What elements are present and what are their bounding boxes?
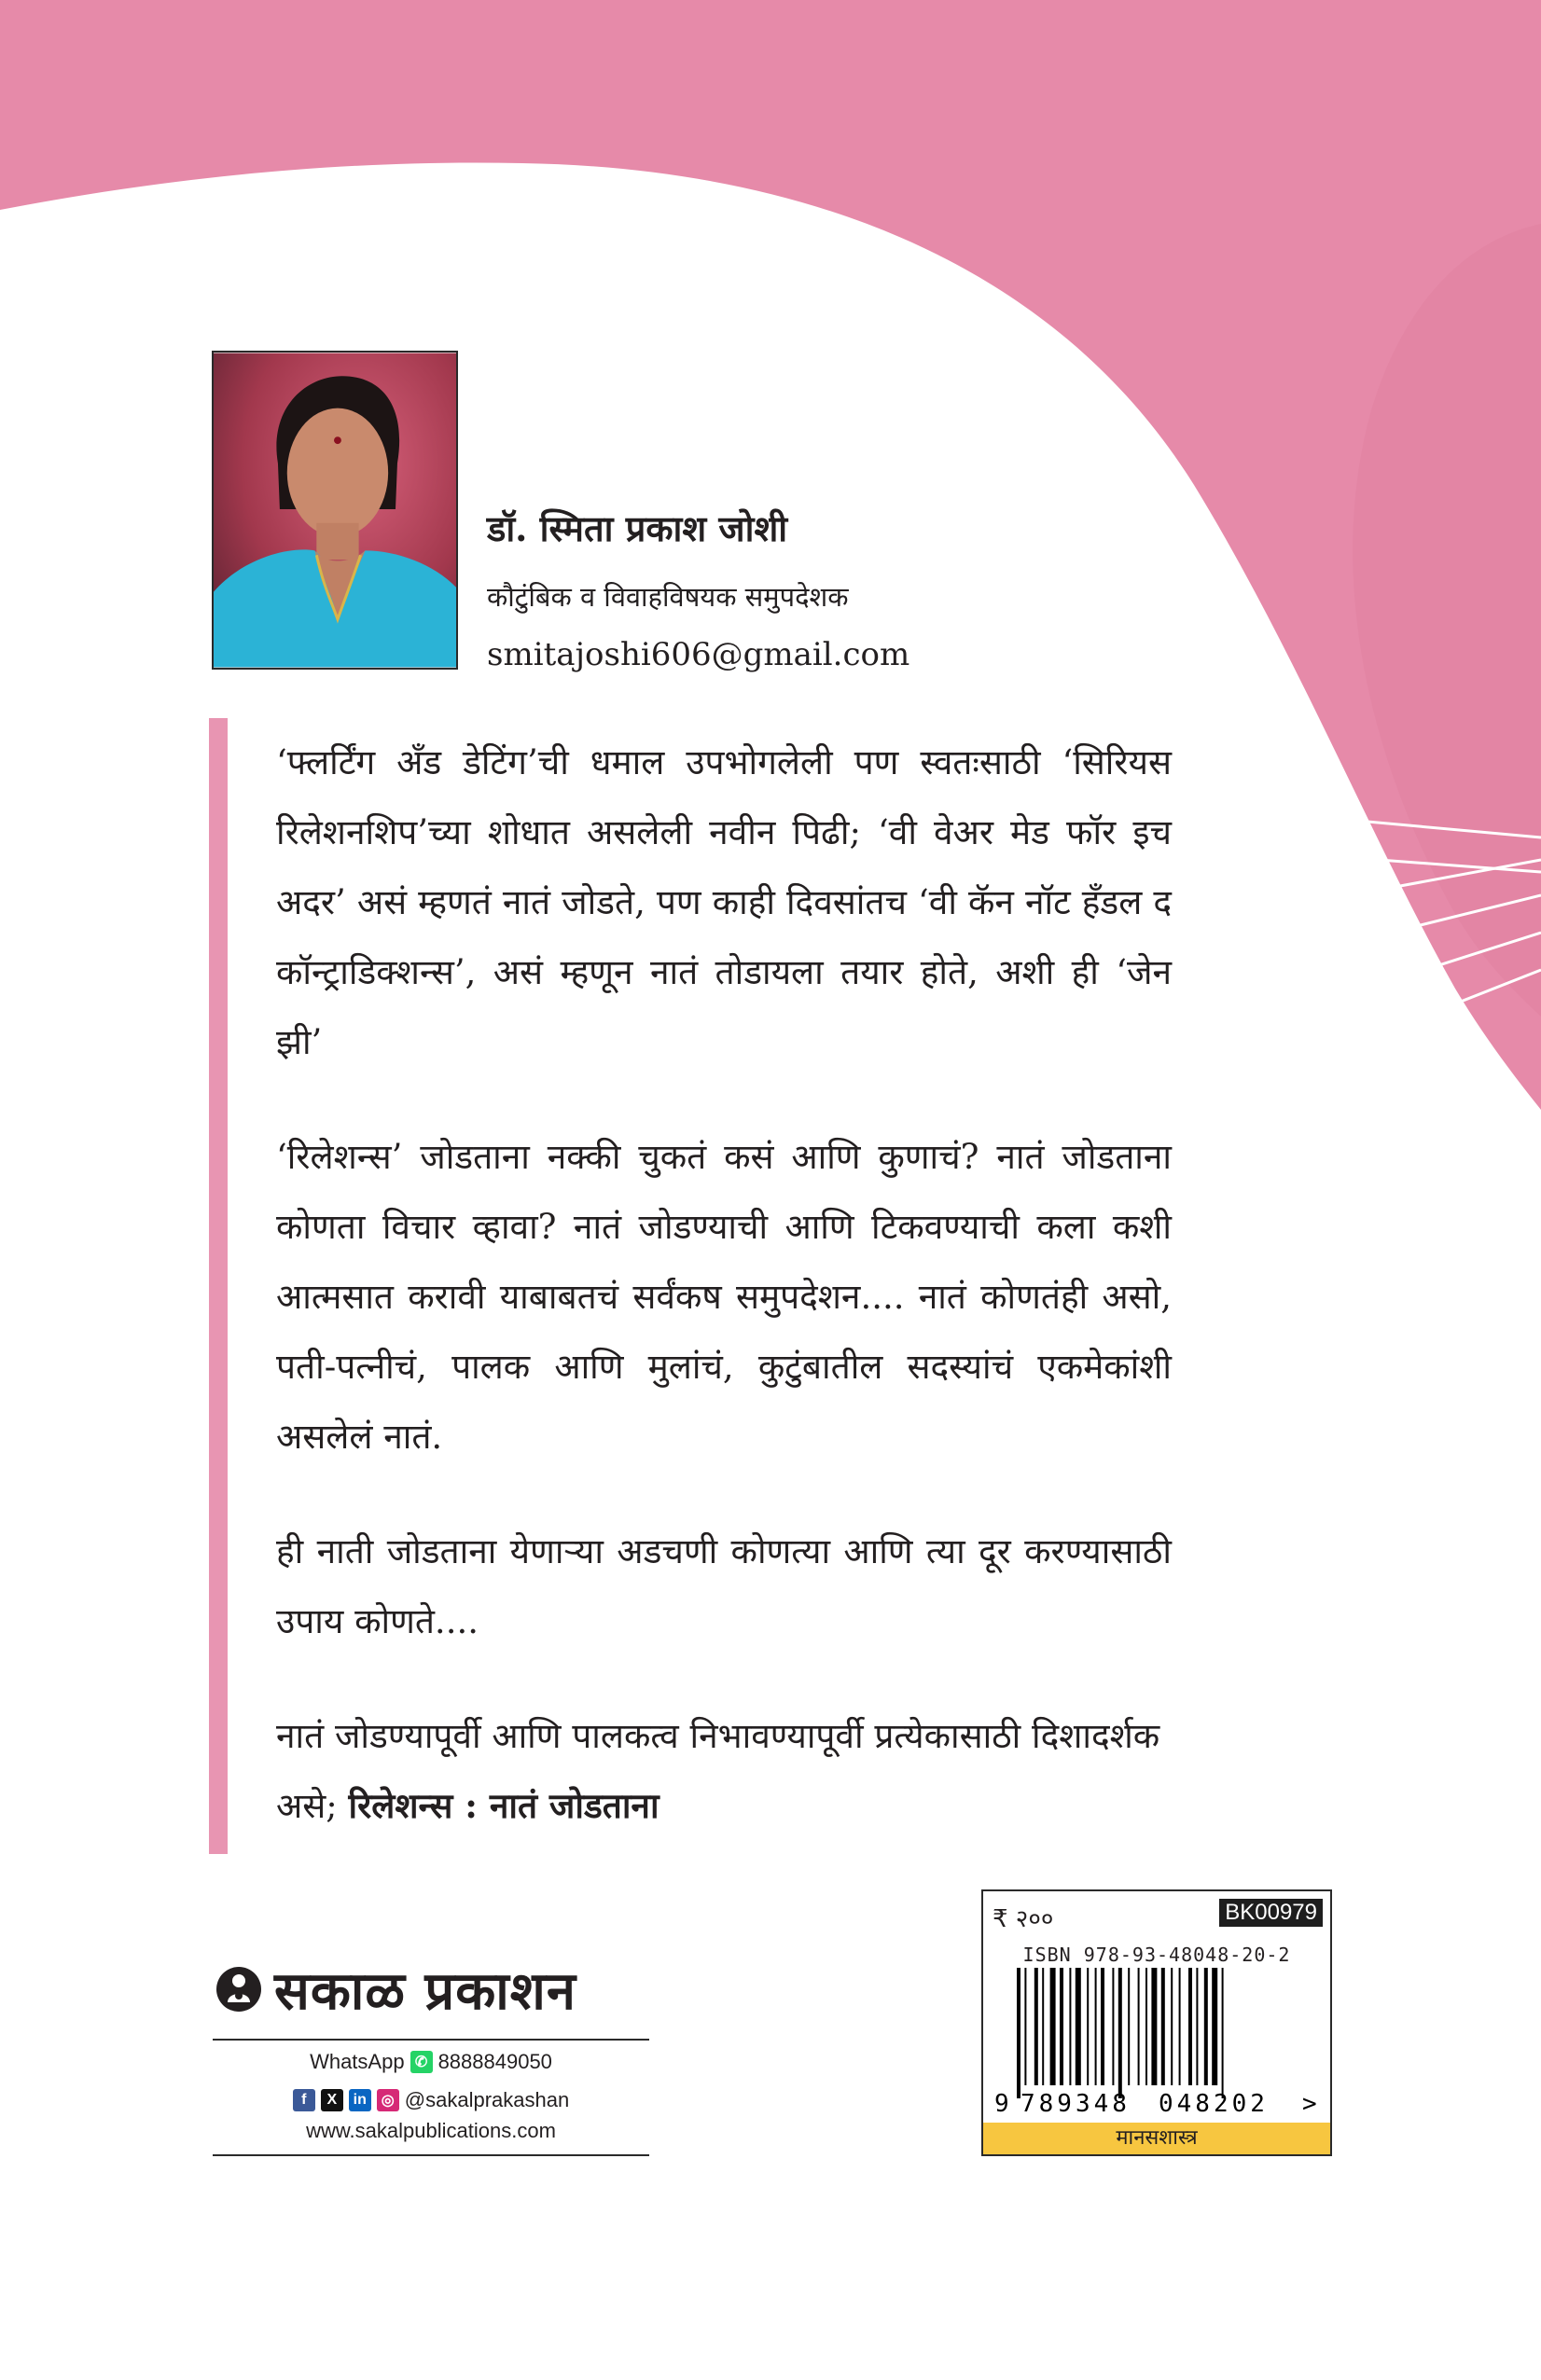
blurb-paragraph-3: ही नाती जोडताना येणाऱ्या अडचणी कोणत्या आणि त्या दूर करण्यासाठी उपाय कोणते.... xyxy=(276,1531,1172,1641)
barcode xyxy=(991,1968,1323,2117)
barcode-bar xyxy=(1212,1968,1217,2085)
barcode-bar xyxy=(1118,1968,1122,2098)
blurb-paragraph-2: ‘रिलेशन्स’ जोडताना नक्की चुकतं कसं आणि कुणाचं? नातं जोडताना कोणता विचार व्हावा? नातं जोडण्याची आणि टिकवण्याची कला कशी आत्मसात करावी याबाबतचं सर्वंकष समुपदेशन.... नातं कोणतंही असो, पती-पत्नीचं, पालक आणि मुलांचं, कुटुंबातील सदस्यांचं एकमेकांशी असलेलं नातं. xyxy=(276,1137,1172,1457)
barcode-bar xyxy=(1095,1968,1097,2085)
barcode-bar xyxy=(1138,1968,1140,2085)
whatsapp-contact xyxy=(213,2050,649,2074)
whatsapp-label: WhatsApp xyxy=(310,2050,405,2073)
author-email[interactable]: smitajoshi606@gmail.com xyxy=(487,636,910,673)
social-links xyxy=(213,2085,649,2112)
author-photo xyxy=(212,351,458,670)
publisher-logo xyxy=(215,1954,576,2025)
barcode-bar xyxy=(1222,1968,1224,2098)
blurb-closing-text: नातं जोडण्यापूर्वी आणि पालकत्व निभावण्यापूर्वी प्रत्येकासाठी दिशादर्शक असे; xyxy=(276,1716,1160,1826)
barcode-bar xyxy=(1101,1968,1104,2085)
barcode-bar xyxy=(1204,1968,1208,2085)
website-link[interactable]: www.sakalpublications.com xyxy=(306,2119,556,2142)
author-name: डॉ. स्मिता प्रकाश जोशी xyxy=(487,507,788,549)
ean-arrow: > xyxy=(1302,2090,1317,2117)
publisher-name: सकाळ प्रकाशन xyxy=(274,1961,576,2022)
ean-left-digits: 789348 xyxy=(1020,2090,1131,2117)
book-code: BK00979 xyxy=(1219,1899,1323,1927)
price: ₹ २०० xyxy=(993,1905,1054,1933)
book-title: रिलेशन्स : नातं जोडताना xyxy=(348,1785,659,1826)
barcode-bar xyxy=(1151,1968,1157,2085)
blurb-paragraph-1: ‘फ्लर्टिंग अँड डेटिंग’ची धमाल उपभोगलेली पण स्वतःसाठी ‘सिरियस रिलेशनशिप’च्या शोधात असलेली नवीन पिढी; ‘वी वेअर मेड फॉर इच अदर’ असं म्हणतं नातं जोडते, पण काही दिवसांतच ‘वी कॅन नॉट हँडल द कॉन्ट्राडिक्शन्स’, असं म्हणून नातं तोडायला तयार होते, अशी ही ‘जेन झी’ xyxy=(276,742,1172,1062)
blurb-paragraph-4 xyxy=(276,1701,1172,1841)
category-label: मानसशास्त्र xyxy=(983,2123,1330,2154)
whatsapp-icon: ✆ xyxy=(410,2051,433,2073)
barcode-bar xyxy=(1017,1968,1020,2098)
barcode-bar xyxy=(1034,1968,1038,2085)
barcode-bar xyxy=(1069,1968,1071,2085)
barcode-bar xyxy=(1076,1968,1081,2085)
barcode-bar xyxy=(1179,1968,1181,2085)
social-handle[interactable]: @sakalprakashan xyxy=(404,2088,570,2111)
barcode-bar xyxy=(1196,1968,1198,2085)
barcode-bar xyxy=(1112,1968,1114,2085)
barcode-box xyxy=(981,1889,1332,2156)
blurb-accent-bar xyxy=(209,718,228,1854)
x-icon[interactable]: X xyxy=(321,2089,343,2111)
author-role: कौटुंबिक व विवाहविषयक समुपदेशक xyxy=(487,581,849,613)
blurb xyxy=(276,727,1172,1886)
barcode-bar xyxy=(1050,1968,1056,2085)
barcode-bar xyxy=(1171,1968,1173,2085)
isbn: ISBN 978-93-48048-20-2 xyxy=(1022,1944,1291,1966)
publisher-divider-bottom xyxy=(213,2154,649,2156)
barcode-bar xyxy=(1060,1968,1063,2085)
facebook-icon[interactable]: f xyxy=(293,2089,315,2111)
barcode-bar xyxy=(1161,1968,1165,2085)
ean-right-digits: 048202 xyxy=(1159,2090,1269,2117)
barcode-bar xyxy=(1024,1968,1026,2085)
publisher-logo-icon xyxy=(215,1965,263,2013)
barcode-bar xyxy=(1145,1968,1147,2085)
ean-first-digit: 9 xyxy=(994,2090,1009,2117)
barcode-bar xyxy=(1188,1968,1192,2085)
linkedin-icon[interactable]: in xyxy=(349,2089,371,2111)
whatsapp-number[interactable]: 8888849050 xyxy=(437,2050,552,2073)
instagram-icon[interactable]: ◎ xyxy=(377,2089,399,2111)
barcode-bar xyxy=(1042,1968,1044,2085)
publisher-divider-top xyxy=(213,2039,649,2041)
barcode-bar xyxy=(1128,1968,1130,2085)
barcode-bar xyxy=(1087,1968,1089,2085)
